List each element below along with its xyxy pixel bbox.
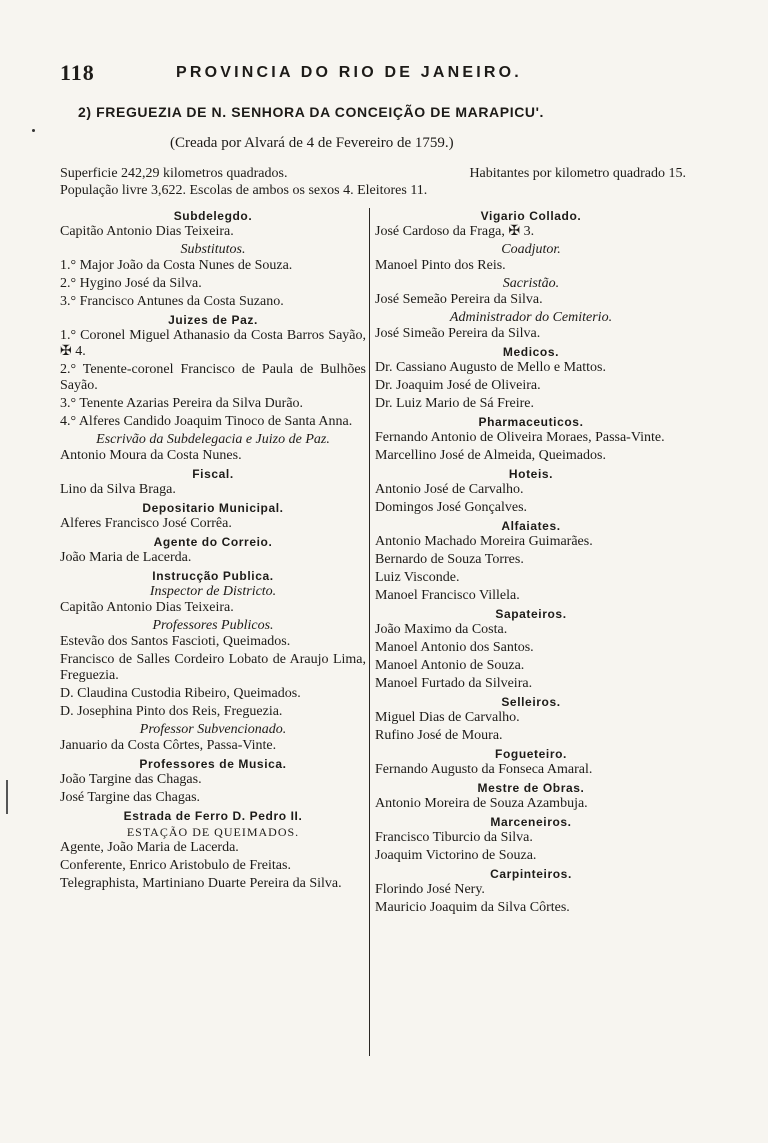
list-entry: Antonio José de Carvalho. bbox=[375, 482, 524, 497]
creation-note: (Creada por Alvará de 4 de Fevereiro de 1759.) bbox=[170, 135, 454, 151]
section-heading: Fogueteiro. bbox=[495, 747, 567, 761]
list-entry: Manoel Antonio de Souza. bbox=[375, 658, 525, 673]
list-entry: Alferes Francisco José Corrêa. bbox=[60, 516, 232, 531]
list-entry: D. Claudina Custodia Ribeiro, Queimados. bbox=[60, 686, 301, 701]
stats-area: Superficie 242,29 kilometros quadrados. bbox=[60, 166, 288, 181]
list-entry: Florindo José Nery. bbox=[375, 882, 485, 897]
list-entry: Miguel Dias de Carvalho. bbox=[375, 710, 520, 725]
section-heading: Sapateiros. bbox=[495, 607, 567, 621]
list-entry: Dr. Joaquim José de Oliveira. bbox=[375, 378, 541, 393]
list-entry: Capitão Antonio Dias Teixeira. bbox=[60, 224, 234, 239]
list-entry: Antonio Machado Moreira Guimarães. bbox=[375, 534, 593, 549]
list-entry: Joaquim Victorino de Souza. bbox=[375, 848, 537, 863]
section-heading: Pharmaceuticos. bbox=[478, 415, 584, 429]
section-heading: Professor Subvencionado. bbox=[139, 722, 287, 737]
list-entry: José Semeão Pereira da Silva. bbox=[375, 292, 543, 307]
list-entry: Estevão dos Santos Fascioti, Queimados. bbox=[60, 634, 291, 649]
list-entry: José Targine das Chagas. bbox=[60, 790, 201, 805]
list-entry: José Cardoso da Fraga, ✠ 3. bbox=[375, 224, 535, 239]
list-entry: 1.° Coronel Miguel Athanasio da Costa Barros Sayão, ✠ 4. bbox=[60, 328, 366, 359]
section-heading: Depositario Municipal. bbox=[142, 501, 284, 515]
left-column bbox=[60, 208, 366, 894]
section-heading: Carpinteiros. bbox=[490, 867, 572, 881]
list-entry: João Targine das Chagas. bbox=[60, 772, 202, 787]
section-heading: Administrador do Cemiterio. bbox=[449, 310, 613, 325]
list-entry: 4.° Alferes Candido Joaquim Tinoco de Santa Anna. bbox=[60, 414, 353, 429]
section-heading: Inspector de Districto. bbox=[149, 584, 277, 599]
list-entry: Rufino José de Moura. bbox=[375, 728, 503, 743]
list-entry: Dr. Cassiano Augusto de Mello e Mattos. bbox=[375, 360, 606, 375]
list-entry: Manoel Antonio dos Santos. bbox=[375, 640, 534, 655]
list-entry: Fernando Augusto da Fonseca Amaral. bbox=[375, 762, 593, 777]
section-heading: Mestre de Obras. bbox=[477, 781, 585, 795]
list-entry: Antonio Moreira de Souza Azambuja. bbox=[375, 796, 588, 811]
list-entry: Lino da Silva Braga. bbox=[60, 482, 176, 497]
section-heading: Subdelegdo. bbox=[173, 209, 253, 223]
section-heading: Medicos. bbox=[502, 345, 560, 359]
list-entry: Capitão Antonio Dias Teixeira. bbox=[60, 600, 234, 615]
section-heading: Agente do Correio. bbox=[153, 535, 273, 549]
list-entry: 1.° Major João da Costa Nunes de Souza. bbox=[60, 258, 293, 273]
page-number: 118 bbox=[60, 60, 95, 85]
list-entry: Manoel Furtado da Silveira. bbox=[375, 676, 533, 691]
section-heading: Professores de Musica. bbox=[139, 757, 287, 771]
section-heading: Alfaiates. bbox=[501, 519, 561, 533]
list-entry: José Simeão Pereira da Silva. bbox=[375, 326, 541, 341]
section-heading: ESTAÇÃO DE QUEIMADOS. bbox=[126, 825, 300, 839]
list-entry: 3.° Francisco Antunes da Costa Suzano. bbox=[60, 294, 284, 309]
list-entry: D. Josephina Pinto dos Reis, Freguezia. bbox=[60, 704, 283, 719]
column-divider bbox=[369, 208, 370, 1056]
list-entry: João Maria de Lacerda. bbox=[60, 550, 192, 565]
section-heading: Estrada de Ferro D. Pedro II. bbox=[123, 809, 303, 823]
section-heading: Hoteis. bbox=[508, 467, 554, 481]
stats-population: População livre 3,622. Escolas de ambos os sexos 4. Eleitores 11. bbox=[60, 183, 428, 198]
list-entry: Antonio Moura da Costa Nunes. bbox=[60, 448, 242, 463]
section-heading: Escrivão da Subdelegacia e Juizo de Paz. bbox=[96, 432, 330, 447]
ink-dot bbox=[32, 129, 35, 132]
list-entry: Agente, João Maria de Lacerda. bbox=[60, 840, 239, 855]
list-entry: 2.° Tenente-coronel Francisco de Paula de Bulhões Sayão. bbox=[60, 362, 366, 393]
right-column bbox=[375, 208, 687, 918]
section-heading: Coadjutor. bbox=[501, 242, 561, 257]
stats-density: Habitantes por kilometro quadrado 15. bbox=[469, 166, 686, 181]
list-entry: Telegraphista, Martiniano Duarte Pereira da Silva. bbox=[60, 876, 342, 891]
running-title: PROVINCIA DO RIO DE JANEIRO. bbox=[176, 64, 522, 81]
list-entry: Dr. Luiz Mario de Sá Freire. bbox=[375, 396, 535, 411]
section-heading: Sacristão. bbox=[502, 276, 560, 291]
list-entry: Bernardo de Souza Torres. bbox=[375, 552, 524, 567]
section-heading: Selleiros. bbox=[501, 695, 561, 709]
list-entry: Manoel Pinto dos Reis. bbox=[375, 258, 506, 273]
list-entry: João Maximo da Costa. bbox=[375, 622, 508, 637]
list-entry: Manoel Francisco Villela. bbox=[375, 588, 520, 603]
list-entry: Januario da Costa Côrtes, Passa-Vinte. bbox=[60, 738, 277, 753]
section-heading: Marceneiros. bbox=[490, 815, 572, 829]
section-heading: Juizes de Paz. bbox=[168, 313, 258, 327]
list-entry: Marcellino José de Almeida, Queimados. bbox=[375, 448, 606, 463]
list-entry: Fernando Antonio de Oliveira Moraes, Passa-Vinte. bbox=[375, 430, 665, 445]
list-entry: Luiz Visconde. bbox=[375, 570, 460, 585]
list-entry: 3.° Tenente Azarias Pereira da Silva Durão. bbox=[60, 396, 304, 411]
list-entry: 2.° Hygino José da Silva. bbox=[60, 276, 202, 291]
section-heading: Professores Publicos. bbox=[152, 618, 274, 633]
list-entry: Domingos José Gonçalves. bbox=[375, 500, 528, 515]
list-entry: Francisco de Salles Cordeiro Lobato de Araujo Lima, Freguezia. bbox=[60, 652, 366, 683]
section-heading: Substitutos. bbox=[180, 242, 246, 257]
section-heading: Instrucção Publica. bbox=[152, 569, 274, 583]
list-entry: Francisco Tiburcio da Silva. bbox=[375, 830, 533, 845]
margin-mark bbox=[6, 780, 8, 814]
statistics-block bbox=[60, 165, 686, 199]
section-heading: Fiscal. bbox=[192, 467, 234, 481]
list-entry: Mauricio Joaquim da Silva Côrtes. bbox=[375, 900, 570, 915]
list-entry: Conferente, Enrico Aristobulo de Freitas. bbox=[60, 858, 291, 873]
section-title: 2) FREGUEZIA DE N. SENHORA DA CONCEIÇÃO DE MARAPICU'. bbox=[78, 104, 545, 120]
section-heading: Vigario Collado. bbox=[480, 209, 582, 223]
